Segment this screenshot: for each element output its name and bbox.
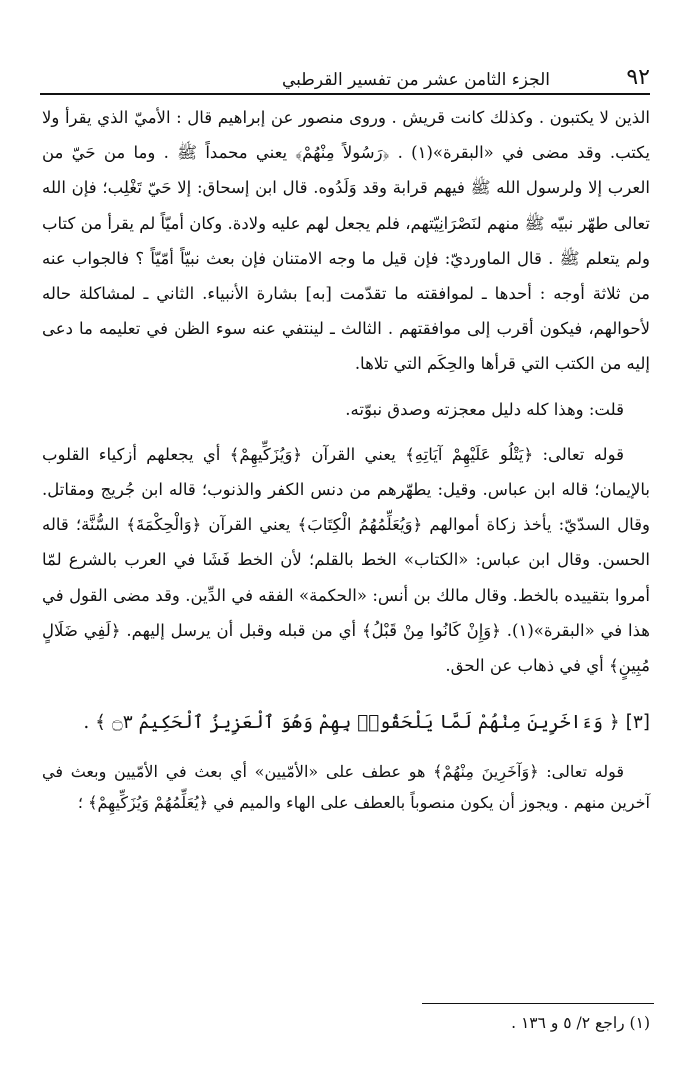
verse-number: [٣] [625, 712, 650, 734]
paragraph: قوله تعالى: ﴿وَآخَرِينَ مِنْهُمْ﴾ هو عطف على «الأمّيين» أي بعث في الأمّيين وبعث في آخرين منهم . ويجوز أن يكون منصوباً بالعطف على الهاء والميم في ﴿يُعَلِّمُهُمْ وَيُزَكِّيهِمْ﴾ ؛ [42, 762, 650, 813]
paragraph: الذين لا يكتبون . وكذلك كانت قريش . وروى منصور عن إبراهيم قال : الأميّ الذي يقرأ ولا يكتب. وقد مضى في «البقرة»(١) . ﴿رَسُولاً مِنْهُمْ﴾ يعني محمداً ﷺ . وما من حَيّ من العرب إلا ولرسول الله ﷺ فيهم قرابة وقد وَلَدُوه. قال ابن إسحاق: إلا حَيّ تَغْلِب؛ فإن الله تعالى طهّر نبيّه ﷺ منهم لنَصْرَانِيّتهم، فلم يجعل لهم عليه ولادة. وكان أميّاً لم يقرأ من كتاب ولم يتعلم ﷺ . قال الماورديّ: فإن قيل ما وجه الامتنان فإن بعث نبيّاً أمّيّاً ؟ فالجواب عنه من ثلاثة أوجه : أحدها ـ لموافقته ما تقدّمت [به] بشارة الأنبياء. الثاني ـ لمشاكلة حاله لأحوالهم، فيكون أقرب إلى موافقتهم . الثالث ـ لينتفي عنه سوء الظن في تعليمه ما دعى إليه من الكتب التي قرأها والحِكَم التي تلاها. [42, 108, 650, 374]
main-text [42, 100, 650, 818]
footnote-rule [422, 1003, 654, 1004]
verse-text: ﴿ وَءَاخَرِينَ مِنْهُمْ لَمَّا يَلْحَقُوا۟ بِهِمْ وَهُوَ ٱلْعَزِيزُ ٱلْحَكِيمُ ۝٣ ﴾ . [83, 712, 620, 734]
footnote: (١) راجع ٢/ ٥ و ١٣٦ . [511, 1014, 650, 1032]
header-rule [40, 93, 650, 95]
quran-verse [42, 705, 650, 740]
page-header [42, 60, 650, 90]
paragraph: قلت: وهذا كله دليل معجزته وصدق نبوّته. [345, 399, 624, 419]
page-number: ٩٢ [626, 65, 650, 90]
paragraph: قوله تعالى: ﴿يَتْلُو عَلَيْهِمْ آيَاتِهِ﴾ يعني القرآن ﴿وَيُزَكِّيهِمْ﴾ أي يجعلهم أزكياء القلوب بالإيمان؛ قاله ابن عباس. وقيل: يطهّرهم من دنس الكفر والذنوب؛ قاله ابن جُريج ومقاتل. وقال السدّيّ: يأخذ زكاة أموالهم ﴿وَيُعَلِّمُهُمُ الْكِتَابَ﴾ يعني القرآن ﴿وَالْحِكْمَةَ﴾ السُّنَّة؛ قاله الحسن. وقال ابن عباس: «الكتاب» الخط بالقلم؛ لأن الخط فَشَا في العرب بالشرع لمّا أمروا بتقييده بالخط. وقال مالك بن أنس: «الحكمة» الفقه في الدِّين. وقد مضى القول في هذا في «البقرة»(١). ﴿وَإِنْ كَانُوا مِنْ قَبْلُ﴾ أي من قبله وقبل أن يرسل إليهم. ﴿لَفِي ضَلَالٍ مُبِينٍ﴾ أي في ذهاب عن الحق. [42, 444, 650, 676]
running-title: الجزء الثامن عشر من تفسير القرطبي [282, 70, 550, 90]
